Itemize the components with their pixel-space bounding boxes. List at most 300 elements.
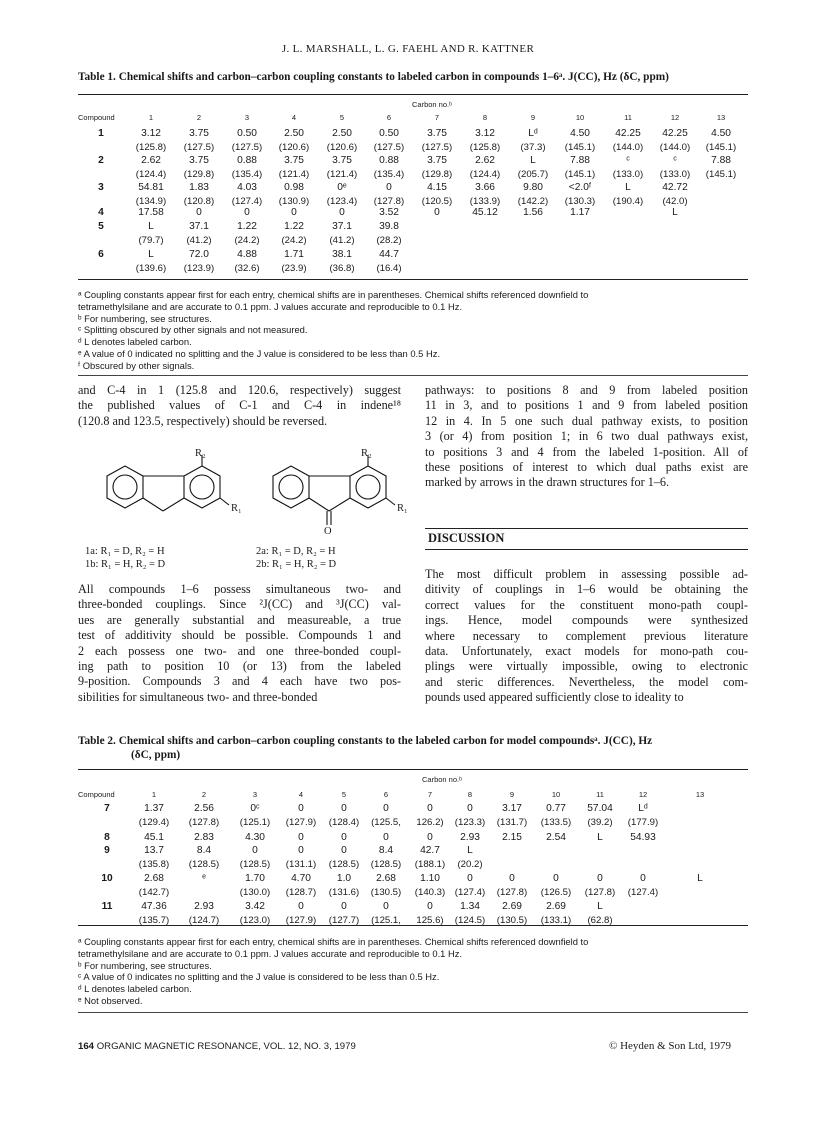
coupling-value: 1.71 bbox=[284, 249, 304, 260]
column-header: 8 bbox=[482, 113, 488, 122]
footnote: ᵉ A value of 0 indicated no splitting and the J value is considered to be less than 0.5 Hz. bbox=[78, 348, 441, 359]
coupling-value: 4.50 bbox=[711, 128, 731, 139]
chemical-shift-value: (120.5) bbox=[421, 196, 453, 207]
coupling-value: 1.34 bbox=[460, 901, 480, 912]
chemical-shift-value: (140.3) bbox=[414, 887, 446, 898]
text-line: test of additivity should be possible. Compounds 1 and bbox=[78, 628, 401, 643]
coupling-value: L bbox=[625, 182, 631, 193]
chemical-shift-value: (145.1) bbox=[705, 142, 737, 153]
coupling-value: 3.75 bbox=[189, 155, 209, 166]
chemical-shift-value: (177.9) bbox=[627, 817, 659, 828]
chemical-shift-value: (39.2) bbox=[587, 817, 613, 828]
coupling-value: 0.50 bbox=[237, 128, 257, 139]
column-header: 3 bbox=[252, 790, 258, 799]
aromatic-circle-right-a bbox=[279, 475, 303, 499]
chemical-shift-value: (133.0) bbox=[612, 169, 644, 180]
coupling-value: 1.37 bbox=[144, 803, 164, 814]
coupling-value: 0 bbox=[298, 845, 304, 856]
coupling-value: 13.7 bbox=[144, 845, 164, 856]
column-header: 6 bbox=[383, 790, 389, 799]
coupling-value: 47.36 bbox=[141, 901, 167, 912]
coupling-value: L bbox=[148, 249, 154, 260]
column-header: 5 bbox=[339, 113, 345, 122]
chemical-shift-value: (23.9) bbox=[281, 263, 307, 274]
table2-footnote-rule bbox=[78, 1012, 748, 1013]
chemical-shift-value: (133.1) bbox=[540, 915, 572, 926]
chemical-shift-value: (24.2) bbox=[234, 235, 260, 246]
page-number: 164 bbox=[78, 1041, 95, 1052]
coupling-value: 0 bbox=[341, 845, 347, 856]
coupling-value: 0 bbox=[597, 873, 603, 884]
discussion-bottom-rule bbox=[425, 549, 748, 550]
compound-number: 6 bbox=[98, 249, 104, 260]
coupling-value: 9.80 bbox=[523, 182, 543, 193]
text-line: correct values for the constituent mono-path coupl- bbox=[425, 597, 748, 612]
chemical-shift-value: (133.9) bbox=[469, 196, 501, 207]
text-line: where necessary to complement previous literature bbox=[425, 628, 748, 643]
chemical-shift-value: (135.4) bbox=[373, 169, 405, 180]
chemical-shift-value: (130.0) bbox=[239, 887, 271, 898]
coupling-value: 57.04 bbox=[587, 803, 613, 814]
chemical-shift-value: (127.8) bbox=[373, 196, 405, 207]
coupling-value: 4.15 bbox=[427, 182, 447, 193]
chemical-shift-value: (130.5) bbox=[496, 915, 528, 926]
chemical-shift-value: (131.1) bbox=[285, 859, 317, 870]
coupling-value: 1.22 bbox=[237, 221, 257, 232]
column-header: 9 bbox=[509, 790, 515, 799]
chemical-shift-value: (131.7) bbox=[496, 817, 528, 828]
chemical-shift-value: (127.4) bbox=[454, 887, 486, 898]
table1-footnote-rule bbox=[78, 375, 748, 376]
coupling-value: 8.4 bbox=[196, 845, 212, 856]
chemical-shift-value: (128.5) bbox=[239, 859, 271, 870]
coupling-value: L bbox=[597, 832, 603, 843]
copyright: © Heyden & Son Ltd, 1979 bbox=[609, 1040, 732, 1052]
aromatic-circle-left-a bbox=[113, 475, 137, 499]
text-line: The most difficult problem in assessing possible ad- bbox=[425, 567, 748, 581]
benzene-ring-right-a bbox=[273, 466, 309, 508]
coupling-value: 0.98 bbox=[284, 182, 304, 193]
compound-number: 2 bbox=[98, 155, 104, 166]
footnote: ᵈ L denotes labeled carbon. bbox=[78, 983, 192, 995]
chemical-shift-value: (134.9) bbox=[135, 196, 167, 207]
coupling-value: 0 bbox=[383, 901, 389, 912]
text-line: pathways: to positions 8 and 9 from labeled position bbox=[425, 383, 748, 397]
coupling-value: 4.70 bbox=[291, 873, 311, 884]
chemical-shift-value: (188.1) bbox=[414, 859, 446, 870]
coupling-value: Lᵈ bbox=[638, 803, 648, 814]
chemical-shift-value: (128.5) bbox=[188, 859, 220, 870]
column-header: 10 bbox=[551, 790, 561, 799]
discussion-heading: DISCUSSION bbox=[428, 531, 505, 545]
text-line: 11 in 3, and to positions 1 and 9 from labeled position bbox=[425, 398, 748, 413]
chemical-shift-value: (20.2) bbox=[457, 859, 483, 870]
chemical-shift-value: (128.5) bbox=[370, 859, 402, 870]
coupling-value: Lᵈ bbox=[528, 128, 538, 139]
coupling-value: 3.42 bbox=[245, 901, 265, 912]
coupling-value: 0 bbox=[427, 832, 433, 843]
table2-caption-text-1: Chemical shifts and carbon–carbon coupling constants to the labeled carbon for model compoundsᵃ. J(CC), Hz bbox=[118, 735, 653, 747]
text-line: All compounds 1–6 possess simultaneous two- and bbox=[78, 582, 401, 596]
chemical-shift-value: (135.4) bbox=[231, 169, 263, 180]
r1-right-label: R₁ bbox=[397, 503, 408, 514]
bond-left-ch2-a bbox=[143, 498, 163, 511]
coupling-value: 42.25 bbox=[615, 128, 641, 139]
bond-left-r1 bbox=[220, 498, 229, 505]
chemical-shift-value: (124.4) bbox=[135, 169, 167, 180]
text-line: 2 each possess one two- and one three-bonded coupl- bbox=[78, 643, 401, 658]
coupling-value: L bbox=[148, 221, 154, 232]
discussion-top-rule bbox=[425, 528, 748, 529]
benzene-ring-left-b bbox=[184, 466, 220, 508]
coupling-value: 0 bbox=[640, 873, 646, 884]
table1-caption bbox=[78, 70, 748, 84]
column-header: 13 bbox=[695, 790, 705, 799]
coupling-value: 2.50 bbox=[332, 128, 352, 139]
coupling-value: L bbox=[697, 873, 703, 884]
chemical-shift-value: (131.6) bbox=[328, 887, 360, 898]
chemical-shift-value: (123.3) bbox=[454, 817, 486, 828]
coupling-value: 4.50 bbox=[570, 128, 590, 139]
coupling-value: 0 bbox=[341, 901, 347, 912]
chemical-shift-value: (125.8) bbox=[469, 142, 501, 153]
coupling-value: 3.17 bbox=[502, 803, 522, 814]
coupling-value: 0 bbox=[383, 803, 389, 814]
chemical-shift-value: 125.6) bbox=[416, 915, 444, 926]
column-header: 2 bbox=[196, 113, 202, 122]
bond-right-co-a bbox=[309, 498, 329, 511]
column-header: 9 bbox=[530, 113, 536, 122]
chemical-shift-value: (127.9) bbox=[285, 915, 317, 926]
compound-number: 8 bbox=[104, 832, 110, 843]
chemical-shift-value: (145.1) bbox=[564, 142, 596, 153]
table1-bottom-rule bbox=[78, 279, 748, 280]
coupling-value: 2.62 bbox=[475, 155, 495, 166]
chemical-shift-value: (125.5, bbox=[371, 817, 401, 828]
coupling-value: 3.75 bbox=[427, 155, 447, 166]
r2-right-label: R₂ bbox=[361, 448, 372, 459]
coupling-value: 42.25 bbox=[662, 128, 688, 139]
coupling-value: 0 bbox=[341, 803, 347, 814]
chemical-shift-value: (127.5) bbox=[183, 142, 215, 153]
footnote: ᵉ Not observed. bbox=[78, 995, 143, 1006]
bond-left-ch2-b bbox=[163, 498, 184, 511]
coupling-value: 72.0 bbox=[189, 249, 209, 260]
coupling-value: 0 bbox=[341, 832, 347, 843]
coupling-value: 37.1 bbox=[189, 221, 209, 232]
oxygen-label: O bbox=[324, 526, 332, 537]
chemical-shift-value: (124.4) bbox=[469, 169, 501, 180]
footnote: ᵇ For numbering, see structures. bbox=[78, 959, 212, 971]
compound-2b-label: 2b: R₁ = H, R₂ = D bbox=[256, 559, 337, 570]
coupling-value: 0 bbox=[427, 901, 433, 912]
compound-number: 9 bbox=[104, 845, 110, 856]
chemical-shift-value: 126.2) bbox=[416, 817, 444, 828]
footnote: ᶠ Obscured by other signals. bbox=[78, 359, 195, 371]
chemical-shift-value: (128.5) bbox=[328, 859, 360, 870]
column-header: 8 bbox=[467, 790, 473, 799]
coupling-value: 3.75 bbox=[427, 128, 447, 139]
chemical-shift-value: (124.7) bbox=[188, 915, 220, 926]
coupling-value: 37.1 bbox=[332, 221, 352, 232]
r1-left-label: R₁ bbox=[231, 503, 242, 514]
coupling-value: 2.62 bbox=[141, 155, 161, 166]
column-header: 3 bbox=[244, 113, 250, 122]
right-paragraph-1 bbox=[425, 383, 748, 491]
coupling-value: 2.50 bbox=[284, 128, 304, 139]
coupling-value: L bbox=[597, 901, 603, 912]
coupling-value: 4.30 bbox=[245, 832, 265, 843]
text-line: data. Unfortunately, exact models for mono-path cou- bbox=[425, 643, 748, 658]
r2-left-label: R₂ bbox=[195, 448, 206, 459]
compound-column-label: Compound bbox=[78, 790, 115, 799]
coupling-value: 0 bbox=[467, 873, 473, 884]
coupling-value: L bbox=[530, 155, 536, 166]
chemical-shift-value: (145.1) bbox=[564, 169, 596, 180]
table2-top-rule bbox=[78, 769, 748, 770]
chemical-shift-value: (121.4) bbox=[278, 169, 310, 180]
coupling-value: 2.68 bbox=[144, 873, 164, 884]
chemical-shift-value: (205.7) bbox=[517, 169, 549, 180]
coupling-value: 3.75 bbox=[189, 128, 209, 139]
coupling-value: 2.83 bbox=[194, 832, 214, 843]
coupling-value: 1.22 bbox=[284, 221, 304, 232]
coupling-value: 0 bbox=[553, 873, 559, 884]
table2-caption-label: Table 2. bbox=[78, 735, 116, 747]
coupling-value: 0 bbox=[509, 873, 515, 884]
benzene-ring-right-b bbox=[350, 466, 386, 508]
coupling-value: 0 bbox=[386, 182, 392, 193]
coupling-value: 2.69 bbox=[502, 901, 522, 912]
chemical-shift-value: (124.5) bbox=[454, 915, 486, 926]
coupling-value: 4.03 bbox=[237, 182, 257, 193]
coupling-value: 44.7 bbox=[379, 249, 399, 260]
coupling-value: 54.81 bbox=[138, 182, 164, 193]
chemical-shift-value: (127.4) bbox=[231, 196, 263, 207]
compound-column-label: Compound bbox=[78, 113, 115, 122]
chemical-shift-value: (142.2) bbox=[517, 196, 549, 207]
column-header: 7 bbox=[427, 790, 433, 799]
coupling-value: ᶜ bbox=[673, 155, 677, 166]
column-header: 5 bbox=[341, 790, 347, 799]
left-paragraph-1 bbox=[78, 383, 401, 429]
text-line: the published values of C-1 and C-4 in indene¹⁸ bbox=[78, 398, 401, 413]
text-line: pounds used appeared sufficiently close to ideality to bbox=[425, 690, 684, 705]
text-line: 9-position. Compounds 3 and 4 each have two pos- bbox=[78, 674, 401, 689]
coupling-value: 0.88 bbox=[237, 155, 257, 166]
coupling-value: 42.72 bbox=[662, 182, 688, 193]
bond-right-r1 bbox=[386, 498, 395, 505]
chemical-shift-value: (127.8) bbox=[496, 887, 528, 898]
text-line: plings were virtually impossible, owing to electronic bbox=[425, 659, 748, 674]
carbon-no-label: Carbon no.ᵇ bbox=[412, 100, 452, 109]
chemical-shift-value: (41.2) bbox=[186, 235, 212, 246]
coupling-value: 42.7 bbox=[420, 845, 440, 856]
coupling-value: 45.1 bbox=[144, 832, 164, 843]
chemical-shift-value: (133.5) bbox=[540, 817, 572, 828]
coupling-value: 1.17 bbox=[570, 207, 590, 218]
coupling-value: 0 bbox=[298, 803, 304, 814]
coupling-value: 0ᶜ bbox=[250, 803, 260, 814]
chemical-shift-value: (127.4) bbox=[627, 887, 659, 898]
coupling-value: 17.58 bbox=[138, 207, 164, 218]
chemical-shift-value: (24.2) bbox=[281, 235, 307, 246]
coupling-value: 0 bbox=[434, 207, 440, 218]
chemical-shift-value: (126.5) bbox=[540, 887, 572, 898]
chemical-shift-value: (130.5) bbox=[370, 887, 402, 898]
column-header: 12 bbox=[638, 790, 648, 799]
coupling-value: 0.77 bbox=[546, 803, 566, 814]
compound-number: 10 bbox=[101, 873, 113, 884]
table2-caption-line2: (δC, ppm) bbox=[131, 749, 181, 761]
chemical-shift-value: (120.6) bbox=[326, 142, 358, 153]
chemical-shift-value: (41.2) bbox=[329, 235, 355, 246]
coupling-value: 1.56 bbox=[523, 207, 543, 218]
chemical-shift-value: (32.6) bbox=[234, 263, 260, 274]
chemical-shift-value: (123.4) bbox=[326, 196, 358, 207]
coupling-value: 39.8 bbox=[379, 221, 399, 232]
coupling-value: 0.88 bbox=[379, 155, 399, 166]
table1-caption-label: Table 1. bbox=[78, 71, 116, 83]
text-line: ings. Hence, model compounds were synthesized bbox=[425, 613, 748, 628]
text-line: marked by arrows in the drawn structures for 1–6. bbox=[425, 475, 670, 490]
chemical-shift-value: (36.8) bbox=[329, 263, 355, 274]
coupling-value: L bbox=[672, 207, 678, 218]
coupling-value: 2.93 bbox=[460, 832, 480, 843]
coupling-value: 45.12 bbox=[472, 207, 498, 218]
coupling-value: 0 bbox=[339, 207, 345, 218]
text-line: 3 (or 4) from position 1; in 6 two dual pathways exist, bbox=[425, 429, 748, 444]
coupling-value: 0 bbox=[383, 832, 389, 843]
column-header: 11 bbox=[596, 790, 604, 799]
coupling-value: 0.50 bbox=[379, 128, 399, 139]
coupling-value: 1.70 bbox=[245, 873, 265, 884]
column-header: 12 bbox=[670, 113, 680, 122]
text-line: these positions of interest to which dual paths exist are bbox=[425, 459, 748, 474]
coupling-value: 1.10 bbox=[420, 873, 440, 884]
coupling-value: 3.75 bbox=[332, 155, 352, 166]
table2-bottom-rule bbox=[78, 925, 748, 926]
coupling-value: 7.88 bbox=[711, 155, 731, 166]
footnote: ᵃ Coupling constants appear first for each entry, chemical shifts are in parentheses. Chemical shifts referenced downfield to bbox=[78, 936, 589, 947]
text-line: (120.8 and 123.5, respectively) should be reversed. bbox=[78, 413, 328, 428]
aromatic-circle-right-b bbox=[356, 475, 380, 499]
table2-caption bbox=[78, 734, 748, 748]
coupling-value: 38.1 bbox=[332, 249, 352, 260]
column-header: 2 bbox=[201, 790, 207, 799]
text-line: 12 in 4. In 5 one such dual pathway exists, to position bbox=[425, 413, 748, 428]
benzene-ring-left-a bbox=[107, 466, 143, 508]
column-header: 10 bbox=[575, 113, 585, 122]
aromatic-circle-left-b bbox=[190, 475, 214, 499]
footnote: ᵃ Coupling constants appear first for each entry, chemical shifts are in parentheses. Chemical shifts referenced downfield to bbox=[78, 289, 589, 300]
text-line: sibilities for simultaneous two- and three-bonded bbox=[78, 689, 318, 704]
chemical-shift-value: (128.4) bbox=[328, 817, 360, 828]
text-line: ing path to position 10 (or 13) from the labeled bbox=[78, 658, 401, 673]
chemical-shift-value: (190.4) bbox=[612, 196, 644, 207]
coupling-value: 2.54 bbox=[546, 832, 566, 843]
column-header: 13 bbox=[716, 113, 726, 122]
coupling-value: 0 bbox=[298, 901, 304, 912]
chemical-shift-value: (28.2) bbox=[376, 235, 402, 246]
coupling-value: 0 bbox=[244, 207, 250, 218]
compound-number: 1 bbox=[98, 128, 104, 139]
coupling-value: 2.56 bbox=[194, 803, 214, 814]
text-line: ues are generally substantial and measureable, a true bbox=[78, 612, 401, 627]
text-line: to positions 3 and 4 from the labeled 1-position. All of bbox=[425, 444, 748, 459]
coupling-value: ᵉ bbox=[202, 873, 206, 884]
chemical-shift-value: (125.1) bbox=[239, 817, 271, 828]
chemical-shift-value: (129.4) bbox=[138, 817, 170, 828]
running-header: J. L. MARSHALL, L. G. FAEHL AND R. KATTNER bbox=[281, 43, 535, 55]
column-header: 4 bbox=[298, 790, 304, 799]
compound-number: 3 bbox=[98, 182, 104, 193]
footnote: ᵇ For numbering, see structures. bbox=[78, 312, 212, 324]
text-line: three-bonded couplings. Since ²J(CC) and ³J(CC) val- bbox=[78, 597, 401, 612]
chemical-shift-value: (144.0) bbox=[659, 142, 691, 153]
chemical-shift-value: (120.6) bbox=[278, 142, 310, 153]
column-header: 1 bbox=[151, 790, 157, 799]
column-header: 4 bbox=[291, 113, 297, 122]
chemical-shift-value: (42.0) bbox=[662, 196, 688, 207]
chemical-shift-value: (125.1, bbox=[371, 915, 401, 926]
chemical-shift-value: (145.1) bbox=[705, 169, 737, 180]
footnote: ᶜ Splitting obscured by other signals and not measured. bbox=[78, 324, 308, 336]
chemical-shift-value: (127.8) bbox=[188, 817, 220, 828]
chemical-shift-value: (123.0) bbox=[239, 915, 271, 926]
chemical-shift-value: (142.7) bbox=[138, 887, 170, 898]
chemical-shift-value: (127.5) bbox=[231, 142, 263, 153]
footnote: tetramethylsilane and are accurate to 0.1 ppm. J values accurate and reproducible to 0.1 Hz. bbox=[78, 947, 463, 959]
text-line: and steric differences. Nevertheless, the model com- bbox=[425, 674, 748, 689]
compound-number: 11 bbox=[101, 901, 113, 912]
column-header: 7 bbox=[434, 113, 440, 122]
footnote: tetramethylsilane and are accurate to 0.1 ppm. J values accurate and reproducible to 0.1 Hz. bbox=[78, 300, 463, 312]
left-paragraph-2 bbox=[78, 582, 401, 705]
coupling-value: 0 bbox=[298, 832, 304, 843]
coupling-value: <2.0ᶠ bbox=[568, 182, 592, 193]
footnote: ᶜ A value of 0 indicates no splitting and the J value is considered to be less than 0.5 Hz. bbox=[78, 971, 440, 983]
compound-2a-label: 2a: R₁ = D, R₂ = H bbox=[256, 546, 336, 557]
page-footer bbox=[78, 1041, 356, 1052]
chemical-shift-value: (127.9) bbox=[285, 817, 317, 828]
coupling-value: 2.15 bbox=[502, 832, 522, 843]
coupling-value: 0ᵉ bbox=[337, 182, 347, 193]
coupling-value: 0 bbox=[427, 803, 433, 814]
chemical-shift-value: (79.7) bbox=[138, 235, 164, 246]
chemical-shift-value: (127.5) bbox=[421, 142, 453, 153]
chemical-shift-value: (127.5) bbox=[373, 142, 405, 153]
chemical-shift-value: (37.3) bbox=[520, 142, 546, 153]
compound-number: 4 bbox=[98, 207, 104, 218]
footnote: ᵈ L denotes labeled carbon. bbox=[78, 336, 192, 348]
chemical-shift-value: (62.8) bbox=[587, 915, 613, 926]
compound-number: 5 bbox=[98, 221, 104, 232]
coupling-value: 0 bbox=[252, 845, 258, 856]
chemical-shift-value: (129.8) bbox=[421, 169, 453, 180]
bond-right-co-b bbox=[329, 498, 350, 511]
chemical-shift-value: (129.8) bbox=[183, 169, 215, 180]
coupling-value: 2.93 bbox=[194, 901, 214, 912]
column-header: 11 bbox=[624, 113, 632, 122]
column-header: 1 bbox=[148, 113, 154, 122]
chemical-shift-value: (139.6) bbox=[135, 263, 167, 274]
coupling-value: 8.4 bbox=[378, 845, 394, 856]
coupling-value: 3.52 bbox=[379, 207, 399, 218]
coupling-value: 0 bbox=[467, 803, 473, 814]
coupling-value: 54.93 bbox=[630, 832, 656, 843]
coupling-value: ᶜ bbox=[626, 155, 630, 166]
